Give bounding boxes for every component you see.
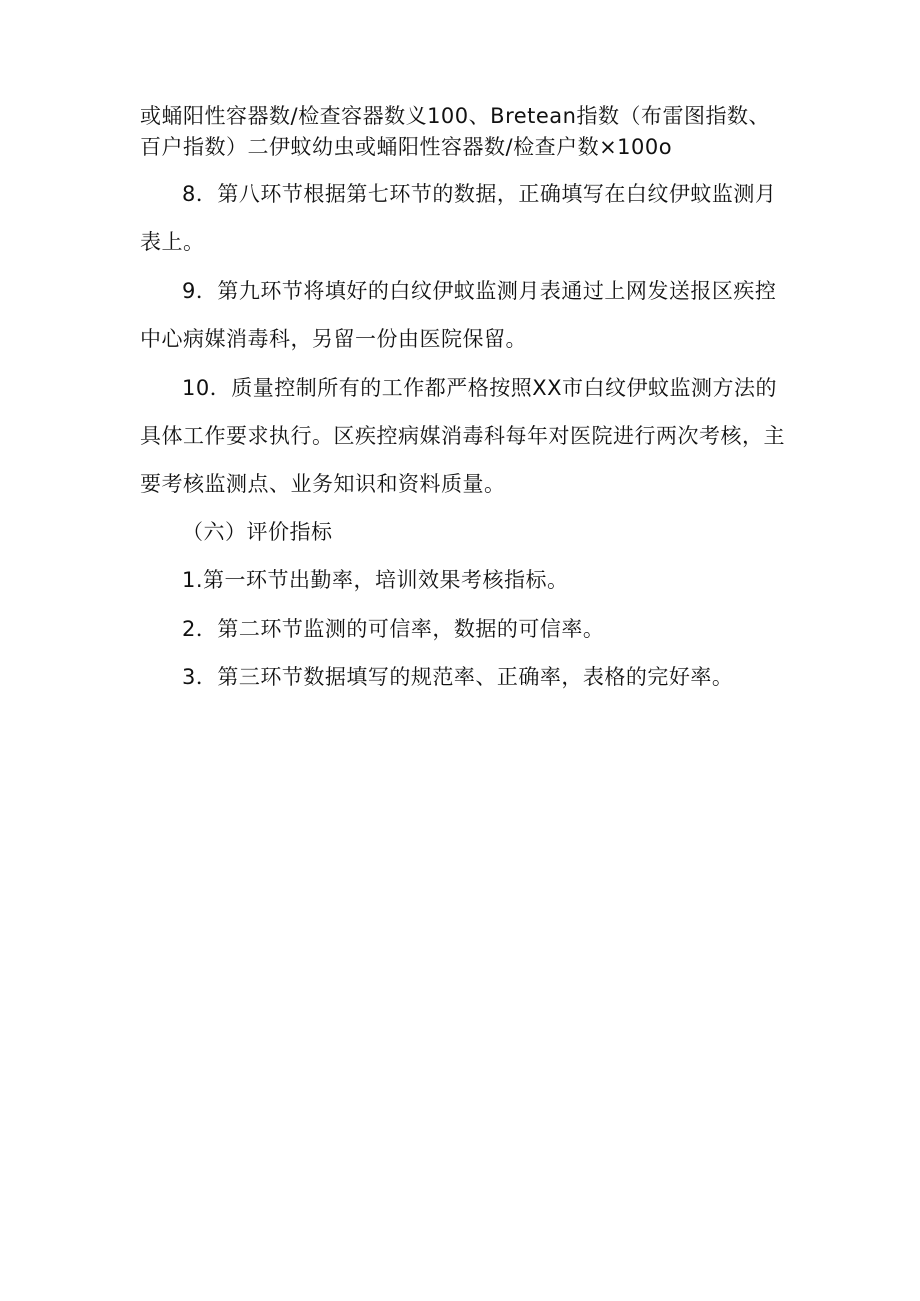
paragraph-line: 百户指数）二伊蚊幼虫或蛹阳性容器数/检查户数×100o — [140, 135, 673, 159]
item-10-line: 具体工作要求执行。区疾控病媒消毒科每年对医院进行两次考核，主 — [140, 424, 785, 448]
item-8-line: 表上。 — [140, 230, 205, 254]
list-item: 3．第三环节数据填写的规范率、正确率，表格的完好率。 — [182, 665, 734, 689]
item-9-line: 中心病媒消毒科，另留一份由医院保留。 — [140, 327, 527, 351]
list-item: 2．第二环节监测的可信率，数据的可信率。 — [182, 617, 605, 641]
list-item: 1.第一环节出勤率，培训效果考核指标。 — [182, 568, 569, 592]
item-10-line: 要考核监测点、业务知识和资料质量。 — [140, 472, 506, 496]
paragraph-line: 或蛹阳性容器数/检查容器数义100、Bretean指数（布雷图指数、 — [140, 104, 770, 128]
section-heading: （六）评价指标 — [182, 520, 333, 544]
item-10-line: 10．质量控制所有的工作都严格按照XX市白纹伊蚊监测方法的 — [182, 376, 777, 400]
item-8-line: 8．第八环节根据第七环节的数据，正确填写在白纹伊蚊监测月 — [182, 182, 777, 206]
item-9-line: 9．第九环节将填好的白纹伊蚊监测月表通过上网发送报区疾控 — [182, 279, 777, 303]
